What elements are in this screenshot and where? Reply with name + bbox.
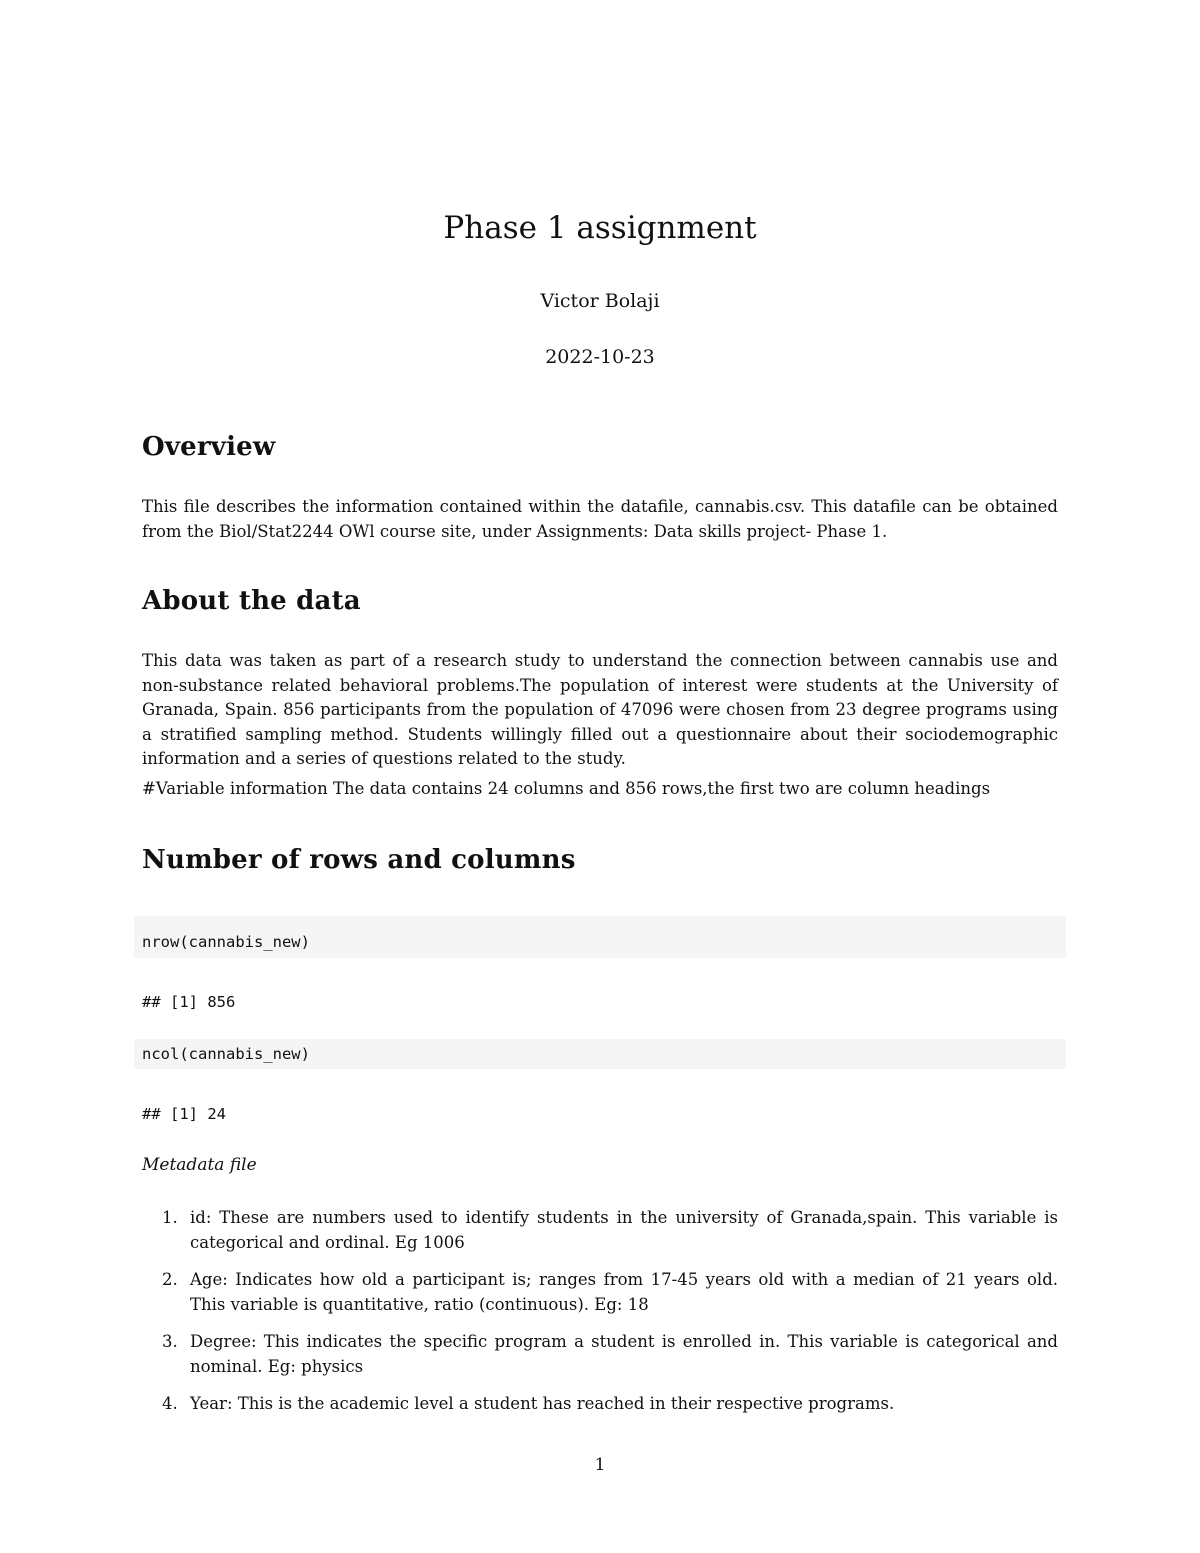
metadata-list — [142, 1206, 1058, 1430]
page-number: 1 — [594, 1455, 606, 1475]
list-item-number: 4. — [162, 1394, 178, 1413]
list-item-text: Degree: This indicates the specific program a student is enrolled in. This variable is categorical and nominal. Eg: physics — [190, 1332, 1058, 1376]
list-item — [142, 1268, 1058, 1317]
code-ncol: ncol(cannabis_new) — [134, 1039, 1066, 1069]
list-item — [142, 1330, 1058, 1379]
list-item-number: 1. — [162, 1208, 178, 1227]
rows-cols-heading: Number of rows and columns — [142, 845, 576, 875]
about-paragraph: This data was taken as part of a research study to understand the connection between cannabis use and non-substance related behavioral problems.The population of interest were students at the University of Granada, Spain. 856 participants from the population of 47096 were chosen from 23 degree programs using a stratified sampling method. Students willingly filled out a questionnaire about their sociodemographic information and a series of questions related to the study. — [142, 651, 1058, 768]
list-item-text: Age: Indicates how old a participant is; ranges from 17-45 years old with a median of 21 years old. This variable is quantitative, ratio (continuous). Eg: 18 — [190, 1270, 1058, 1314]
list-item-number: 2. — [162, 1270, 178, 1289]
list-item-text: Year: This is the academic level a student has reached in their respective programs. — [190, 1394, 895, 1413]
document-date: 2022-10-23 — [545, 346, 655, 368]
metadata-title: Metadata file — [142, 1155, 257, 1175]
code-nrow: nrow(cannabis_new) — [134, 916, 1066, 958]
list-item-number: 3. — [162, 1332, 178, 1351]
output-ncol: ## [1] 24 — [142, 1105, 226, 1123]
document-title: Phase 1 assignment — [443, 210, 757, 246]
overview-heading: Overview — [142, 432, 276, 462]
overview-paragraph: This file describes the information contained within the datafile, cannabis.csv. This datafile can be obtained from the Biol/Stat2244 OWl course site, under Assignments: Data skills project- Phase 1. — [142, 497, 1058, 541]
list-item — [142, 1206, 1058, 1255]
variable-info-paragraph: #Variable information The data contains 24 columns and 856 rows,the first two are column headings — [142, 779, 991, 798]
list-item — [142, 1392, 1058, 1417]
about-heading: About the data — [142, 586, 361, 616]
list-item-text: id: These are numbers used to identify students in the university of Granada,spain. This variable is categorical and ordinal. Eg 1006 — [190, 1208, 1058, 1252]
output-nrow: ## [1] 856 — [142, 993, 236, 1011]
document-author: Victor Bolaji — [540, 290, 660, 312]
